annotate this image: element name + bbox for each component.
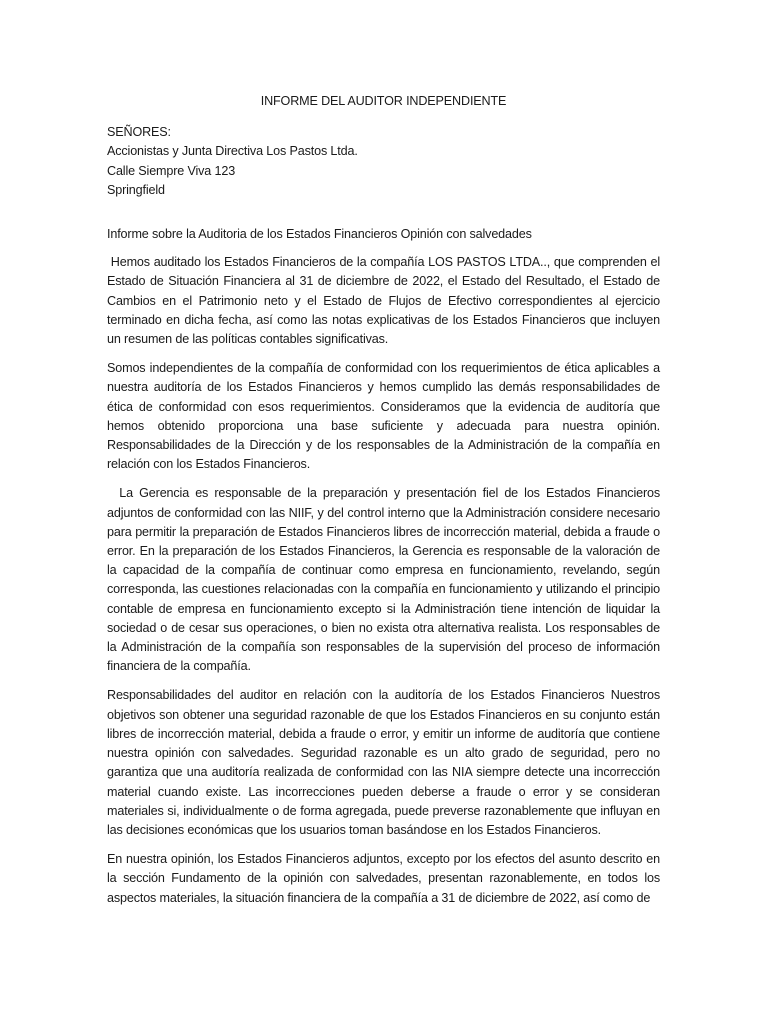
addressee-block [107, 123, 660, 200]
paragraph-scope: Hemos auditado los Estados Financieros de la compañía LOS PASTOS LTDA.., que comprenden el Estado de Situación Financiera al 31 de diciembre de 2022, el Estado del Resultado, el Estado de Cambios en el Patrimonio neto y el Estado de Flujos de Efectivo correspondientes al ejercicio terminado en dicha fecha, así como las notas explicativas de los Estados Financieros que incluyen un resumen de las políticas contables significativas. [107, 255, 664, 347]
paragraph-auditor-responsibility: Responsabilidades del auditor en relación con la auditoría de los Estados Financieros Nuestros objetivos son obtener una seguridad razonable de que los Estados Financieros en su conjunto están libres de incorrección material, debida a fraude o error, y emitir un informe de auditoría que contiene nuestra opinión con salvedades. Seguridad razonable es un alto grado de seguridad, pero no garantiza que una auditoría realizada de conformidad con las NIA siempre detecte una incorrección material cuando existe. Las incorrecciones pueden deberse a fraude o error y se consideran materiales si, individualmente o de forma agregada, puede preverse razonablemente que influyan en las decisiones económicas que los usuarios toman basándose en los Estados Financieros. [107, 688, 660, 837]
paragraph-management-responsibility: La Gerencia es responsable de la preparación y presentación fiel de los Estados Financieros adjuntos de conformidad con las NIIF, y del control interno que la Administración considere necesario para permitir la preparación de Estados Financieros libres de incorrección material, debida a fraude o error. En la preparación de los Estados Financieros, la Gerencia es responsable de la valoración de la capacidad de la compañía de continuar como empresa en funcionamiento, revelando, según corresponda, las cuestiones relacionadas con la compañía en funcionamiento y utilizando el principio contable de empresa en funcionamiento excepto si la Administración tiene intención de liquidar la sociedad o de cesar sus operaciones, o bien no exista otra alternativa realista. Los responsables de la Administración de la compañía son responsables de la supervisión del proceso de información financiera de la compañía. [107, 486, 664, 674]
addressee-name: Accionistas y Junta Directiva Los Pastos Ltda. [107, 144, 358, 159]
addressee-city: Springfield [107, 182, 165, 197]
document-body [107, 92, 664, 918]
paragraph-opinion: En nuestra opinión, los Estados Financieros adjuntos, excepto por los efectos del asunto descrito en la sección Fundamento de la opinión con salvedades, presentan razonablemente, en todos los aspectos materiales, la situación financiera de la compañía a 31 de diciembre de 2022, así como de [107, 852, 660, 905]
addressee-street: Calle Siempre Viva 123 [107, 163, 236, 178]
salutation: SEÑORES: [107, 125, 171, 140]
document-title: INFORME DEL AUDITOR INDEPENDIENTE [260, 94, 507, 108]
paragraph-independence: Somos independientes de la compañía de conformidad con los requerimientos de ética aplicables a nuestra auditoría de los Estados Financieros y hemos cumplido las demás responsabilidades de ética de conformidad con esos requerimientos. Consideramos que la evidencia de auditoría que hemos obtenido proporciona una base suficiente y adecuada para nuestra opinión. Responsabilidades de la Dirección y de los responsables de la Administración de la compañía en relación con los Estados Financieros. [107, 361, 660, 472]
report-subheading: Informe sobre la Auditoria de los Estados Financieros Opinión con salvedades [107, 227, 532, 242]
